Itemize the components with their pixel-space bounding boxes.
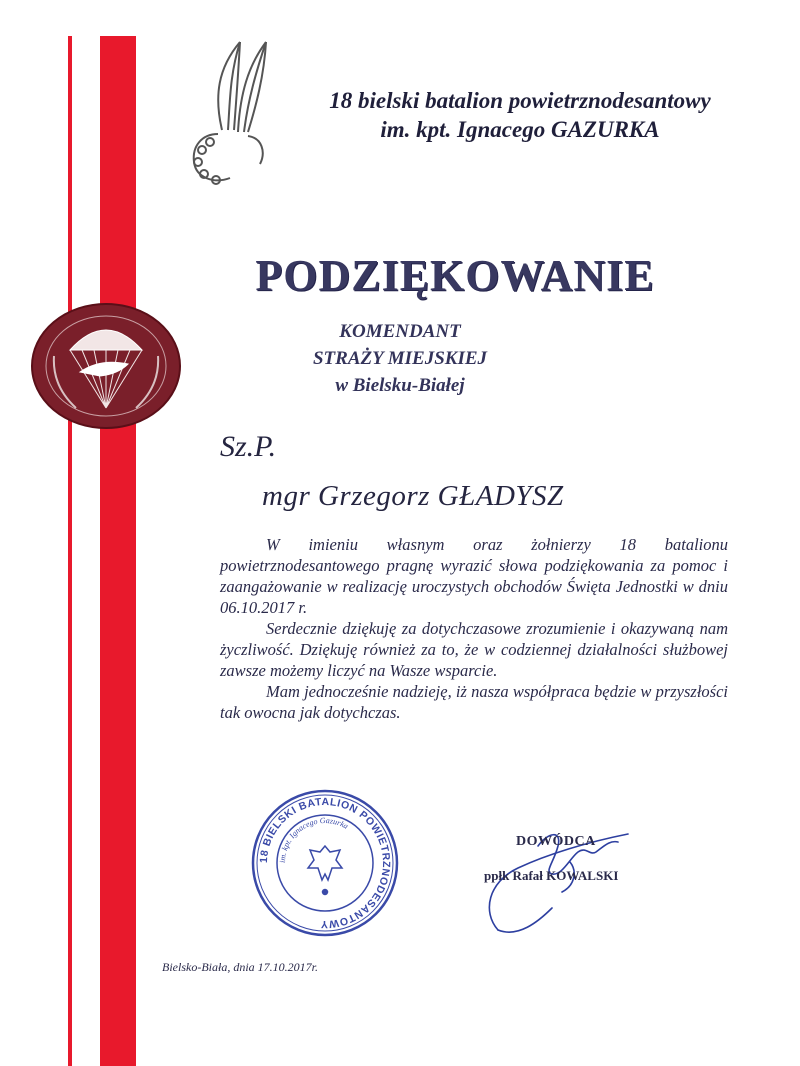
stamp-inner-text: im. kpt. Ignacego Gazurka xyxy=(277,815,350,864)
official-stamp xyxy=(250,788,400,938)
place-date: Bielsko-Biała, dnia 17.10.2017r. xyxy=(162,960,318,974)
commander-name: ppłk Rafał KOWALSKI xyxy=(484,868,619,883)
recipient-line2: STRAŻY MIEJSKIEJ xyxy=(312,348,488,369)
recipient-line3: w Bielsku-Białej xyxy=(335,375,465,396)
salutation: Sz.P. xyxy=(220,430,277,463)
unit-title-line1: 18 bielski batalion powietrznodesantowy xyxy=(329,88,711,113)
body-paragraph-3: Mam jednocześnie nadzieję, iż nasza współpraca będzie w przyszłości tak owocna jak dotychczas. xyxy=(220,682,728,722)
parachute-eagle-badge-icon xyxy=(30,302,182,430)
flag-stripe-thin xyxy=(68,36,72,1066)
body-paragraph-2: Serdecznie dziękuję za dotychczasowe zrozumienie i okazywaną nam życzliwość. Dziękuję również za to, że w codziennej działalności służbowej zawsze możemy liczyć na Wasze wsparcie. xyxy=(220,619,728,680)
body-paragraph-1: W imieniu własnym oraz żołnierzy 18 batalionu powietrznodesantowego pragnę wyrazić słowa podziękowania za pomoc i zaangażowanie w realizację uroczystych obchodów Święta Jednostki w dniu 06.10.2017 r. xyxy=(220,535,728,617)
recipient-block xyxy=(290,318,510,399)
unit-title xyxy=(240,86,800,144)
stamp-outer-text: 18 BIELSKI BATALION POWIETRZNODESANTOWY xyxy=(257,795,393,931)
polish-eagle-icon xyxy=(308,846,342,895)
unit-title-line2: im. kpt. Ignacego GAZURKA xyxy=(380,117,660,142)
svg-text:im. kpt. Ignacego Gazurka xyxy=(278,816,350,863)
letter-body xyxy=(220,534,728,723)
recipient-line1: KOMENDANT xyxy=(339,321,461,342)
flag-stripe-red xyxy=(100,36,136,1066)
commander-title: DOWÓDCA xyxy=(516,834,596,849)
page-title: PODZIĘKOWANIE xyxy=(255,251,655,300)
person-name: mgr Grzegorz GŁADYSZ xyxy=(262,480,564,512)
